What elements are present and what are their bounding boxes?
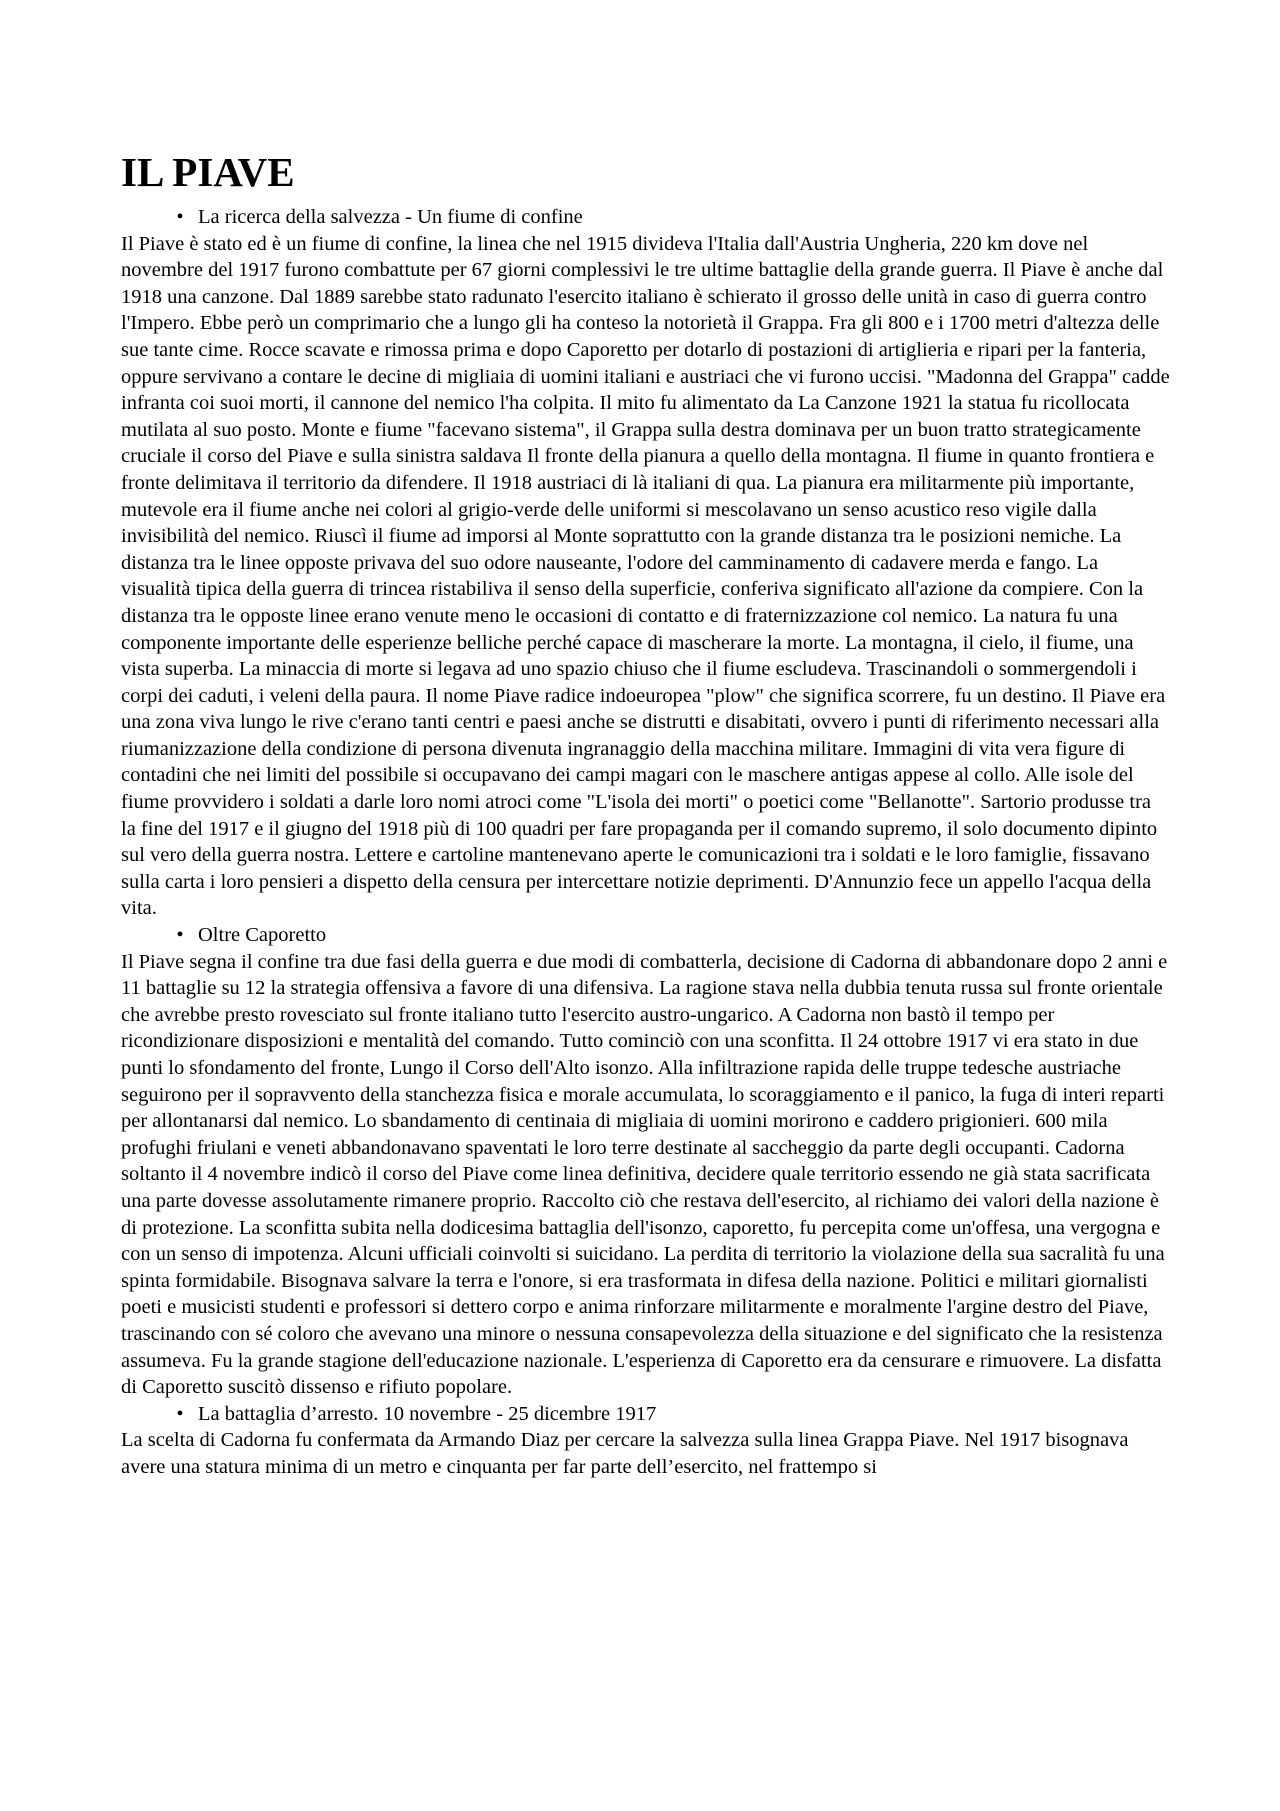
section-bullet (121, 922, 1170, 949)
section-heading: Oltre Caporetto (198, 924, 327, 947)
section-paragraph: Il Piave segna il confine tra due fasi della guerra e due modi di combatterla, decisione di Cadorna di abbandonare dopo 2 anni e 11 battaglie su 12 la strategia offensiva a favore di una difensiva. La ragione stava nella dubbia tenuta russa sul fronte orientale che avrebbe presto rovesciato sul fronte italiano tutto l'esercito austro-ungarico. A Cadorna non bastò il tempo per ricondizionare disposizioni e mentalità del comando. Tutto cominciò con una sconfitta. Il 24 ottobre 1917 vi era stato in due punti lo sfondamento del fronte, Lungo il Corso dell'Alto isonzo. Alla infiltrazione rapida delle truppe tedesche austriache seguirono per il sopravvento della stanchezza fisica e morale accumulata, lo scoraggiamento e il panico, la fuga di interi reparti per allontanarsi dal nemico. Lo sbandamento di centinaia di migliaia di uomini morirono e caddero prigionieri. 600 mila profughi friulani e veneti abbandonavano spaventati le loro terre destinate al saccheggio da parte degli occupanti. Cadorna soltanto il 4 novembre indicò il corso del Piave come linea definitiva, decidere quale territorio essendo ne già stata sacrificata una parte dovesse assolutamente rimanere proprio. Raccolto ciò che restava dell'esercito, al richiamo dei valori della nazione è di protezione. La sconfitta subita nella dodicesima battaglia dell'isonzo, caporetto, fu percepita come un'offesa, una vergogna e con un senso di impotenza. Alcuni ufficiali coinvolti si suicidano. La perdita di territorio la violazione della sua sacralità fu una spinta formidabile. Bisognava salvare la terra e l'onore, si era trasformata in difesa della nazione. Politici e militari giornalisti poeti e musicisti studenti e professori si dettero corpo e anima rinforzare militarmente e moralmente l'argine destro del Piave, trascinando con sé coloro che avevano una minore o nessuna consapevolezza della situazione e del significato che la resistenza assumeva. Fu la grande stagione dell'educazione nazionale. L'esperienza di Caporetto era da censurare e rimuovere. La disfatta di Caporetto suscitò dissenso e rifiuto popolare. (121, 950, 1168, 1399)
section-paragraph: La scelta di Cadorna fu confermata da Armando Diaz per cercare la salvezza sulla linea Grappa Piave. Nel 1917 bisognava avere una statura minima di un metro e cinquanta per far parte dell’esercito, nel frattempo si (121, 1429, 1129, 1478)
section-paragraph: Il Piave è stato ed è un fiume di confine, la linea che nel 1915 divideva l'Italia dall'Austria Ungheria, 220 km dove nel novembre del 1917 furono combattute per 67 giorni complessivi le tre ultime battaglie della grande guerra. Il Piave è anche dal 1918 una canzone. Dal 1889 sarebbe stato radunato l'esercito italiano è schierato il grosso delle unità in caso di guerra contro l'Impero. Ebbe però un comprimario che a lungo gli ha conteso la notorietà il Grappa. Fra gli 800 e i 1700 metri d'altezza delle sue tante cime. Rocce scavate e rimossa prima e dopo Caporetto per dotarlo di postazioni di artiglieria e ripari per la fanteria, oppure servivano a contare le decine di migliaia di uomini italiani e austriaci che vi furono uccisi. "Madonna del Grappa" cadde infranta coi suoi morti, il cannone del nemico l'ha colpita. Il mito fu alimentato da La Canzone 1921 la statua fu ricollocata mutilata al suo posto. Monte e fiume "facevano sistema", il Grappa sulla destra dominava per un buon tratto strategicamente cruciale il corso del Piave e sulla sinistra saldava Il fronte della pianura a quello della montagna. Il fiume in quanto frontiera e fronte delimitava il territorio da difendere. Il 1918 austriaci di là italiani di qua. La pianura era militarmente più importante, mutevole era il fiume anche nei colori al grigio-verde delle uniformi si mescolavano un senso acustico reso vigile dalla invisibilità del nemico. Riuscì il fiume ad imporsi al Monte soprattutto con la grande distanza tra le posizioni nemiche. La distanza tra le linee opposte privava del suo odore nauseante, l'odore del camminamento di cadavere merda e fango. La visualità tipica della guerra di trincea ristabiliva il senso della superficie, conferiva significato all'azione da compiere. Con la distanza tra le opposte linee erano venute meno le occasioni di contatto e di fraternizzazione col nemico. La natura fu una componente importante delle esperienze belliche perché capace di mascherare la morte. La montagna, il cielo, il fiume, una vista superba. La minaccia di morte si legava ad uno spazio chiuso che il fiume escludeva. Trascinandoli o sommergendoli i corpi dei caduti, i veleni della paura. Il nome Piave radice indoeuropea "plow" che significa scorrere, fu un destino. Il Piave era una zona viva lungo le rive c'erano tanti centri e paesi anche se distrutti e disabitati, ovvero i punti di riferimento necessari alla riumanizzazione della condizione di persona divenuta ingranaggio della macchina militare. Immagini di vita vera figure di contadini che nei limiti del possibile si occupavano dei campi magari con le maschere antigas appese al collo. Alle isole del fiume provvidero i soldati a darle loro nomi atroci come "L'isola dei morti" o poetici come "Bellanotte". Sartorio produsse tra la fine del 1917 e il giugno del 1918 più di 100 quadri per fare propaganda per il comando supremo, il solo documento dipinto sul vero della guerra nostra. Lettere e cartoline mantenevano aperte le comunicazioni tra i soldati e le loro famiglie, fissavano sulla carta i loro pensieri a dispetto della censura per intercettare notizie deprimenti. D'Annunzio fece un appello l'acqua della vita. (121, 232, 1170, 920)
bullet-dot-icon: • (176, 924, 184, 947)
section-bullet (121, 204, 1170, 231)
bullet-dot-icon: • (176, 206, 184, 228)
document-title: IL PIAVE (121, 149, 295, 195)
section-bullet (121, 1401, 1170, 1428)
bullet-dot-icon: • (176, 1402, 184, 1425)
section-heading: La battaglia d’arresto. 10 novembre - 25 dicembre 1917 (198, 1402, 657, 1425)
section-heading: La ricerca della salvezza - Un fiume di confine (198, 206, 583, 228)
